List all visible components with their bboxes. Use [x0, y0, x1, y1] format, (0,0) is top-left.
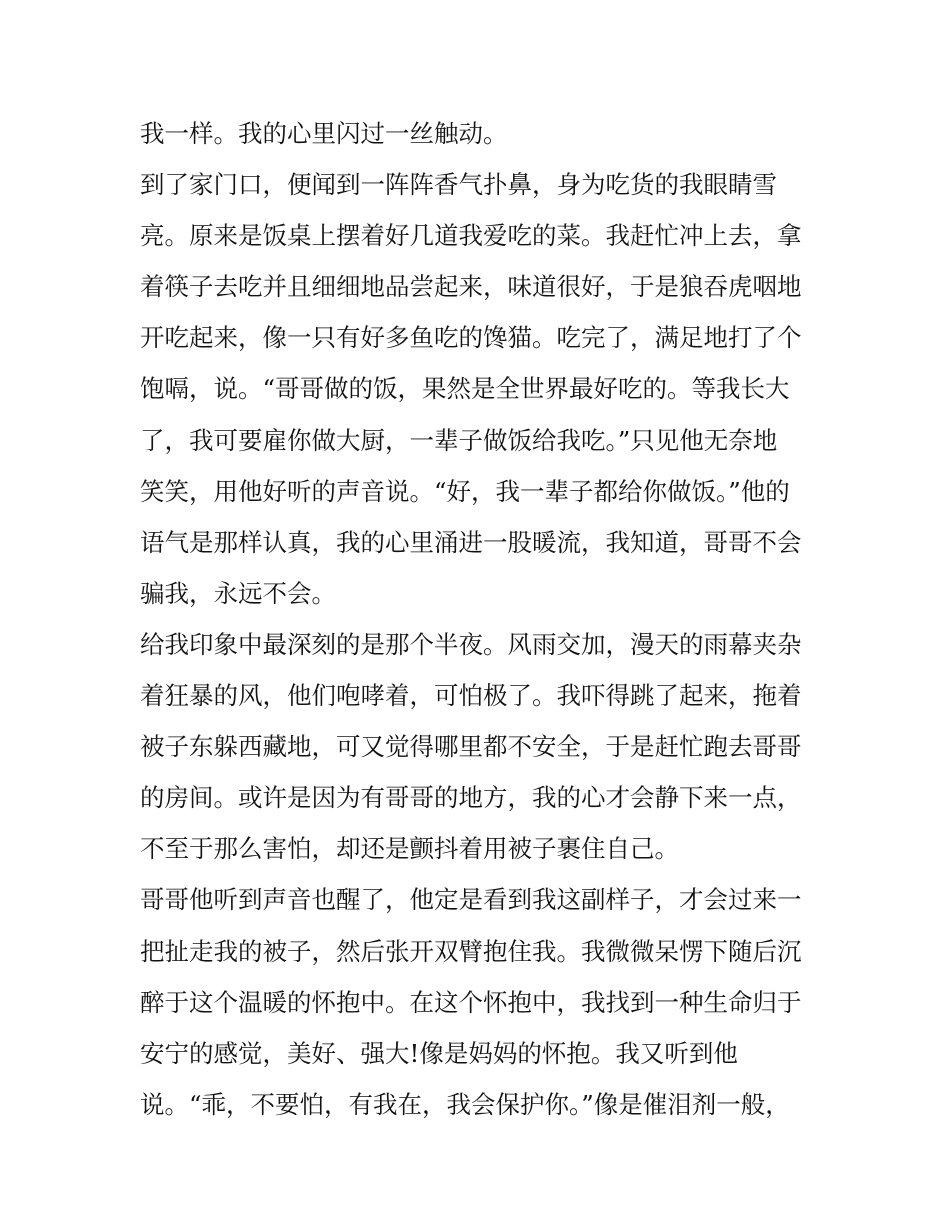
text-line: 说。“乖，不要怕，有我在，我会保护你。”像是催泪剂一般， [140, 1089, 790, 1119]
text-line: 饱嗝，说。“哥哥做的饭，果然是全世界最好吃的。等我长大 [140, 374, 790, 404]
text-line: 骗我，永远不会。 [140, 578, 336, 608]
text-line: 给我印象中最深刻的是那个半夜。风雨交加，漫天的雨幕夹杂 [140, 629, 802, 659]
text-line: 醉于这个温暖的怀抱中。在这个怀抱中，我找到一种生命归于 [140, 987, 802, 1017]
text-line: 着狂暴的风，他们咆哮着，可怕极了。我吓得跳了起来，拖着 [140, 681, 802, 711]
text-line: 笑笑，用他好听的声音说。“好，我一辈子都给你做饭。”他的 [140, 476, 790, 506]
text-line: 语气是那样认真，我的心里涌进一股暖流，我知道，哥哥不会 [140, 527, 802, 557]
text-line: 着筷子去吃并且细细地品尝起来，味道很好，于是狼吞虎咽地 [140, 272, 802, 302]
text-line: 开吃起来，像一只有好多鱼吃的馋猫。吃完了，满足地打了个 [140, 323, 802, 353]
text-line: 被子东躲西藏地，可又觉得哪里都不安全，于是赶忙跑去哥哥 [140, 732, 802, 762]
text-line: 把扯走我的被子，然后张开双臂抱住我。我微微呆愣下随后沉 [140, 936, 802, 966]
text-line: 了，我可要雇你做大厨，一辈子做饭给我吃。”只见他无奈地 [140, 425, 778, 455]
text-line: 我一样。我的心里闪过一丝触动。 [140, 119, 508, 148]
text-line: 安宁的感觉，美好、强大!像是妈妈的怀抱。我又听到他 [140, 1038, 738, 1068]
text-line: 到了家门口，便闻到一阵阵香气扑鼻，身为吃货的我眼睛雪 [140, 170, 777, 200]
text-line: 哥哥他听到声音也醒了，他定是看到我这副样子，才会过来一 [140, 885, 802, 915]
document-body [140, 108, 820, 1130]
text-line: 亮。原来是饭桌上摆着好几道我爱吃的菜。我赶忙冲上去，拿 [140, 221, 802, 251]
text-line: 不至于那么害怕，却还是颤抖着用被子裹住自己。 [140, 834, 679, 864]
text-line: 的房间。或许是因为有哥哥的地方，我的心才会静下来一点， [140, 783, 802, 813]
